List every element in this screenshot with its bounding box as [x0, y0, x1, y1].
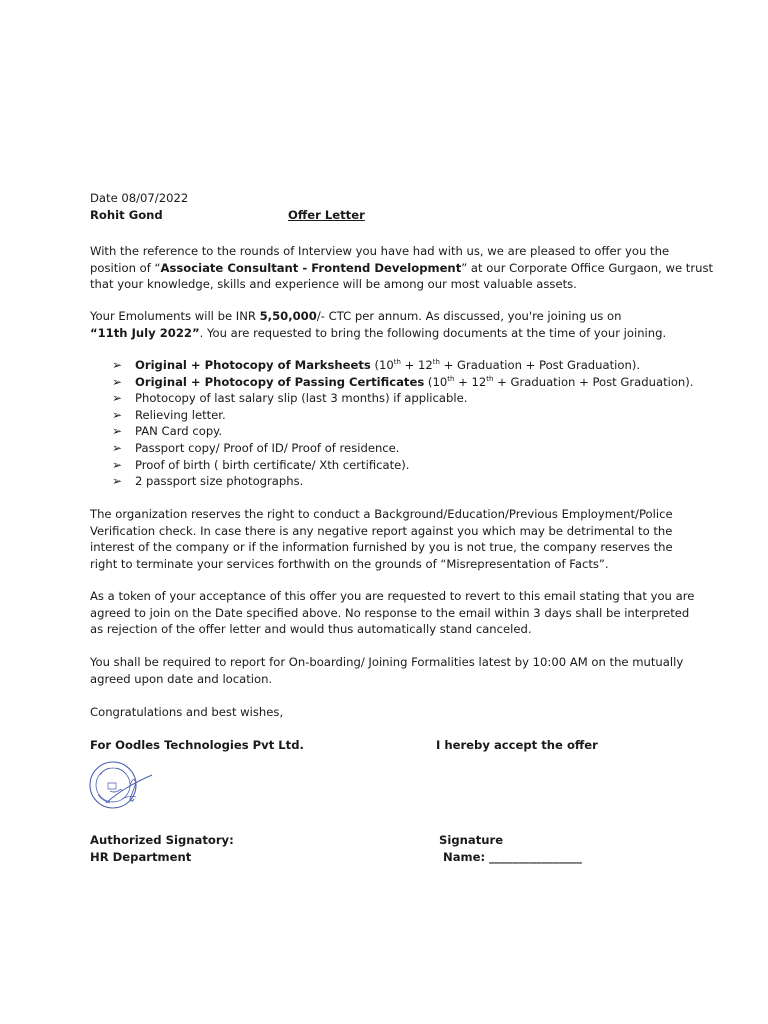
closing-line: Congratulations and best wishes, [90, 705, 284, 719]
arrow-bullet-icon: ➢ [112, 374, 123, 389]
list-item: ➢ Relieving letter. [112, 407, 226, 422]
name-field-label: Name: ________________ [443, 850, 582, 864]
list-item: ➢ Photocopy of last salary slip (last 3 months) if applicable. [112, 391, 468, 406]
onboarding-paragraph: You shall be required to report for On-boarding/ Joining Formalities latest by 10:00 AM on the mutually agreed upon date and location. [90, 655, 684, 686]
position-title: Associate Consultant - Frontend Development [160, 260, 462, 275]
arrow-bullet-icon: ➢ [112, 391, 123, 406]
company-signoff: For Oodles Technologies Pvt Ltd. [90, 738, 304, 752]
arrow-bullet-icon: ➢ [112, 424, 123, 439]
joining-date: “11th July 2022” [90, 325, 200, 340]
ctc-amount: 5,50,000 [259, 309, 317, 323]
authorized-signatory-label: Authorized Signatory: [90, 833, 234, 847]
arrow-bullet-icon: ➢ [112, 407, 123, 422]
hr-department-label: HR Department [90, 850, 192, 864]
list-item: ➢ PAN Card copy. [112, 424, 223, 439]
accept-offer-label: I hereby accept the offer [436, 738, 598, 752]
emoluments-line-1: Your Emoluments will be INR 5,50,000/- CTC per annum. As discussed, you're joining us on [90, 309, 622, 323]
intro-line-1: With the reference to the rounds of Interview you have had with us, we are pleased to offer you the [90, 244, 670, 258]
arrow-bullet-icon: ➢ [112, 440, 123, 455]
list-item: ➢ Original + Photocopy of Marksheets (10th + 12th + Graduation + Post Graduation). [112, 358, 641, 372]
arrow-bullet-icon: ➢ [112, 474, 123, 489]
documents-list [112, 357, 694, 490]
letter-date: Date 08/07/2022 [90, 191, 189, 205]
intro-line-2: position of “Associate Consultant - Frontend Development” at our Corporate Office Gurgaon, we trust [90, 260, 714, 275]
intro-line-3: that your knowledge, skills and experience will be among our most valuable assets. [90, 277, 577, 291]
company-stamp-icon [86, 755, 158, 817]
arrow-bullet-icon: ➢ [112, 457, 123, 472]
list-item: ➢ 2 passport size photographs. [112, 474, 304, 489]
emoluments-paragraph [90, 308, 680, 341]
signature-label: Signature [439, 833, 504, 847]
intro-paragraph [90, 243, 714, 293]
list-item: ➢ Passport copy/ Proof of ID/ Proof of residence. [112, 440, 400, 455]
letter-title: Offer Letter [288, 208, 365, 222]
list-item: ➢ Original + Photocopy of Passing Certificates (10th + 12th + Graduation + Post Graduation). [112, 374, 694, 389]
verification-paragraph: The organization reserves the right to conduct a Background/Education/Previous Employment/Police Verification check. In case there is any negative report against you which may be detrimental to the interest of the company or if the information furnished by you is not true, the company reserves the right to terminate your services forthwith on the grounds of “Misrepresentation of Facts”. [90, 507, 673, 571]
acceptance-paragraph: As a token of your acceptance of this offer you are requested to revert to this email stating that you are agreed to join on the Date specified above. No response to the email within 3 days shall be interpreted as rejection of the offer letter and would thus automatically stand canceled. [90, 589, 695, 636]
arrow-bullet-icon: ➢ [112, 358, 123, 372]
list-item: ➢ Proof of birth ( birth certificate/ Xth certificate). [112, 457, 410, 472]
recipient-name: Rohit Gond [90, 208, 163, 222]
emoluments-line-2: “11th July 2022”. You are requested to bring the following documents at the time of your joining. [90, 325, 667, 340]
